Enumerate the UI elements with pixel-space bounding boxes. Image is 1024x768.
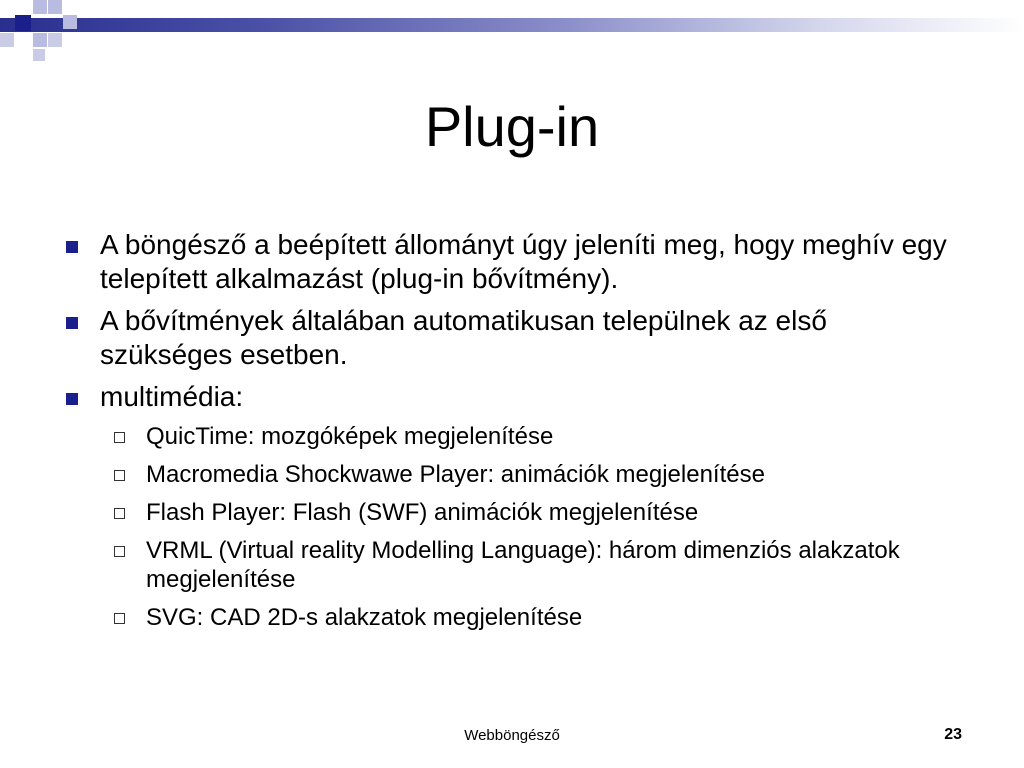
footer-label: Webböngésző: [464, 727, 560, 744]
header-gradient-bar: [0, 18, 1024, 32]
header-square-decoration: [33, 0, 47, 14]
bullet-text: A böngésző a beépített állományt úgy jeleníti meg, hogy meghív egy telepített alkalmazást (plug-in bővítmény).: [100, 229, 947, 294]
header-square-decoration: [48, 33, 62, 47]
slide-title: Plug-in: [424, 95, 600, 158]
header-square-decoration: [48, 0, 62, 14]
sub-bullet-text: VRML (Virtual reality Modelling Language): három dimenziós alakzatok megjelenítése: [146, 537, 900, 593]
header-square-decoration: [63, 15, 77, 29]
square-bullet-icon: [66, 317, 78, 329]
header-square-decoration: [0, 33, 14, 47]
bullet-text: A bővítmények általában automatikusan települnek az első szükséges esetben.: [100, 305, 827, 370]
bullet-item: [62, 228, 962, 296]
sub-bullet-text: Macromedia Shockwawe Player: animációk megjelenítése: [146, 461, 765, 488]
bullet-list: [62, 228, 962, 641]
header-square-decoration: [15, 15, 31, 31]
hollow-square-bullet-icon: [114, 432, 125, 443]
hollow-square-bullet-icon: [114, 508, 125, 519]
square-bullet-icon: [66, 241, 78, 253]
sub-bullet-item: [108, 536, 962, 594]
page-number: 23: [944, 726, 962, 743]
hollow-square-bullet-icon: [114, 546, 125, 557]
sub-bullet-item: [108, 422, 962, 451]
square-bullet-icon: [66, 393, 78, 405]
sub-bullet-text: Flash Player: Flash (SWF) animációk megjelenítése: [146, 499, 699, 526]
header-square-decoration: [33, 33, 47, 47]
sub-bullet-item: [108, 498, 962, 527]
sub-bullet-item: [108, 603, 962, 632]
sub-bullet-text: QuicTime: mozgóképek megjelenítése: [146, 423, 554, 450]
header-square-decoration: [33, 49, 45, 61]
bullet-item: [62, 380, 962, 414]
bullet-text: multimédia:: [100, 381, 244, 412]
hollow-square-bullet-icon: [114, 613, 125, 624]
bullet-item: [62, 304, 962, 372]
sub-bullet-item: [108, 460, 962, 489]
hollow-square-bullet-icon: [114, 470, 125, 481]
sub-bullet-text: SVG: CAD 2D-s alakzatok megjelenítése: [146, 604, 583, 631]
